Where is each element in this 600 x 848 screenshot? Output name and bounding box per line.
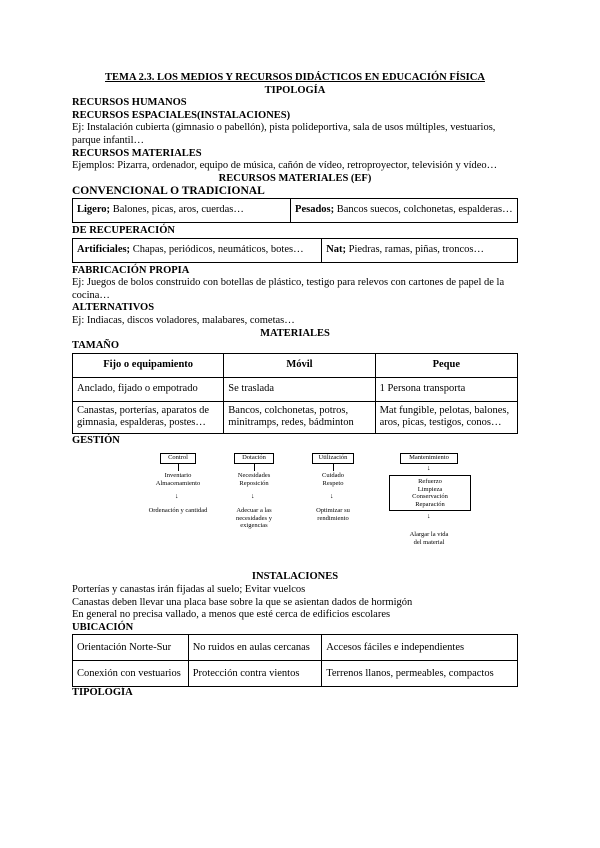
tamano-cell: 1 Persona transporta <box>375 377 517 401</box>
diagram-box-control: Control <box>160 453 196 464</box>
instalaciones-line: En general no precisa vallado, a menos que esté cerca de edificios escolares <box>72 609 391 621</box>
utilizacion-sub <box>293 472 373 487</box>
espaciales-example: Ej: Instalación cubierta (gimnasio o pabellón), pista polideportiva, sala de usos múltiples, vestuarios, parque infantil… <box>72 122 496 146</box>
utilizacion-result-line: rendimiento <box>317 514 349 522</box>
materiales-example: Ejemplos: Pizarra, ordenador, equipo de música, cañón de vídeo, retroproyector, televisión y vídeo… <box>72 160 498 172</box>
tamano-cell: Se traslada <box>224 377 375 401</box>
tamano-header-peque: Peque <box>375 353 517 377</box>
utilizacion-result <box>293 507 373 522</box>
ubicacion-cell: No ruidos en aulas cercanas <box>188 635 322 661</box>
tamano-cell: Mat fungible, pelotas, balones, aros, picas, testigos, conos… <box>375 401 517 433</box>
ubicacion-cell: Conexión con vestuarios <box>73 661 189 687</box>
ligero-cell <box>73 198 291 222</box>
mantenimiento-sub-item: Reparación <box>415 500 445 508</box>
mantenimiento-sub <box>389 475 471 511</box>
dotacion-sub-item: Necesidades <box>237 472 271 480</box>
ubicacion-row <box>73 661 518 687</box>
dotacion-sub <box>214 472 294 487</box>
tamano-table <box>72 353 518 434</box>
ubicacion-cell: Protección contra vientos <box>188 661 322 687</box>
fabricacion-heading: FABRICACIÓN PROPIA <box>72 264 190 276</box>
instalaciones-line: Porterías y canastas irán fijadas al suelo; Evitar vuelcos <box>72 584 306 596</box>
connector-line <box>178 464 179 471</box>
ubicacion-cell: Orientación Norte-Sur <box>73 635 189 661</box>
pesados-cell <box>291 198 518 222</box>
ubicacion-table <box>72 634 518 687</box>
diagram-box-utilizacion: Utilización <box>312 453 354 464</box>
tamano-header-row <box>73 353 518 377</box>
tipologia-footer: TIPOLOGÍA <box>72 687 133 699</box>
ubicacion-row <box>73 635 518 661</box>
nat-label: Nat; <box>326 243 347 255</box>
connector-line <box>333 464 334 471</box>
recursos-espaciales-heading: RECURSOS ESPACIALES(INSTALACIONES) <box>72 109 291 121</box>
ubicacion-cell: Accesos fáciles e independientes <box>322 635 518 661</box>
control-sub-item: Almacenamiento <box>155 479 201 487</box>
diagram-box-mantenimiento: Mantenimiento <box>400 453 458 464</box>
recuperacion-table <box>72 238 518 263</box>
utilizacion-sub-item: Cuidado <box>321 472 345 480</box>
mantenimiento-sub-item: Refuerzo <box>418 478 442 486</box>
utilizacion-result-line: Optimizar su <box>316 507 350 515</box>
tamano-header-fijo: Fijo o equipamiento <box>73 353 224 377</box>
recuperacion-heading: DE RECUPERACIÓN <box>72 224 175 236</box>
ligero-text: Balones, picas, aros, cuerdas… <box>110 204 244 216</box>
nat-text: Piedras, ramas, piñas, troncos… <box>346 243 484 255</box>
mantenimiento-sub-item: Limpieza <box>417 485 443 493</box>
arrow-down-icon: ↓ <box>175 492 179 501</box>
tipologia-heading: TIPOLOGÍA <box>264 84 326 96</box>
document-title: TEMA 2.3. LOS MEDIOS Y RECURSOS DIDÁCTICOS EN EDUCACIÓN FÍSICA <box>105 72 485 83</box>
tamano-header-movil: Móvil <box>224 353 375 377</box>
mantenimiento-result-line: del material <box>413 538 445 546</box>
pesados-label: Pesados; <box>295 204 335 216</box>
artificiales-text: Chapas, periódicos, neumáticos, botes… <box>130 243 304 255</box>
arrow-down-icon: ↓ <box>427 464 431 473</box>
arrow-down-icon: ↓ <box>427 512 431 521</box>
tamano-heading: TAMAÑO <box>72 340 120 352</box>
convencional-heading: CONVENCIONAL O TRADICIONAL <box>72 185 265 198</box>
mantenimiento-sub-item: Conservación <box>412 493 448 501</box>
gestion-diagram <box>72 449 518 571</box>
dotacion-result <box>214 507 294 530</box>
mantenimiento-result <box>389 531 469 546</box>
document-page <box>72 72 518 700</box>
dotacion-sub-item: Reposición <box>239 479 269 487</box>
dotacion-result-line: necesidades y <box>236 514 272 522</box>
control-result: Ordenación y cantidad <box>148 507 208 515</box>
ubicacion-cell: Terrenos llanos, permeables, compactos <box>322 661 518 687</box>
instalaciones-line: Canastas deben llevar una placa base sobre la que se asientan dados de hormigón <box>72 596 413 608</box>
ubicacion-heading: UBICACIÓN <box>72 621 134 633</box>
pesados-text: Bancos suecos, colchonetas, espalderas… <box>334 204 513 216</box>
tamano-row <box>73 401 518 433</box>
control-sub <box>134 472 222 487</box>
control-sub-item: Inventario <box>164 472 192 480</box>
tamano-cell: Bancos, colchonetas, potros, minitramps, redes, bádminton <box>224 401 375 433</box>
instalaciones-heading: INSTALACIONES <box>251 571 339 583</box>
diagram-box-dotacion: Dotación <box>234 453 274 464</box>
materiales-heading: MATERIALES <box>260 327 330 339</box>
utilizacion-sub-item: Respeto <box>322 479 344 487</box>
artificiales-label: Artificiales; <box>77 243 131 255</box>
gestion-heading: GESTIÓN <box>72 434 120 446</box>
recursos-materiales-heading: RECURSOS MATERIALES <box>72 147 202 159</box>
mantenimiento-result-line: Alargar la vida <box>409 531 449 539</box>
fabricacion-example: Ej: Juegos de bolos construido con botellas de plástico, testigo para relevos con cartones de papel de la cocina… <box>72 277 505 301</box>
ligero-label: Ligero; <box>77 204 111 216</box>
tamano-cell: Anclado, fijado o empotrado <box>73 377 224 401</box>
convencional-table <box>72 198 518 223</box>
alternativos-heading: ALTERNATIVOS <box>72 302 155 314</box>
artificiales-cell <box>73 238 322 262</box>
arrow-down-icon: ↓ <box>330 492 334 501</box>
dotacion-result-line: Adecuar a las <box>236 507 272 515</box>
nat-cell <box>322 238 518 262</box>
connector-line <box>254 464 255 471</box>
alternativos-example: Ej: Indiacas, discos voladores, malabares, cometas… <box>72 314 295 326</box>
recursos-materiales-ef-heading: RECURSOS MATERIALES (EF) <box>218 172 372 184</box>
tamano-cell: Canastas, porterías, aparatos de gimnasia, espalderas, postes… <box>73 401 224 433</box>
dotacion-result-line: exigencias <box>240 522 268 530</box>
tamano-row <box>73 377 518 401</box>
recursos-humanos-heading: RECURSOS HUMANOS <box>72 97 187 109</box>
arrow-down-icon: ↓ <box>251 492 255 501</box>
